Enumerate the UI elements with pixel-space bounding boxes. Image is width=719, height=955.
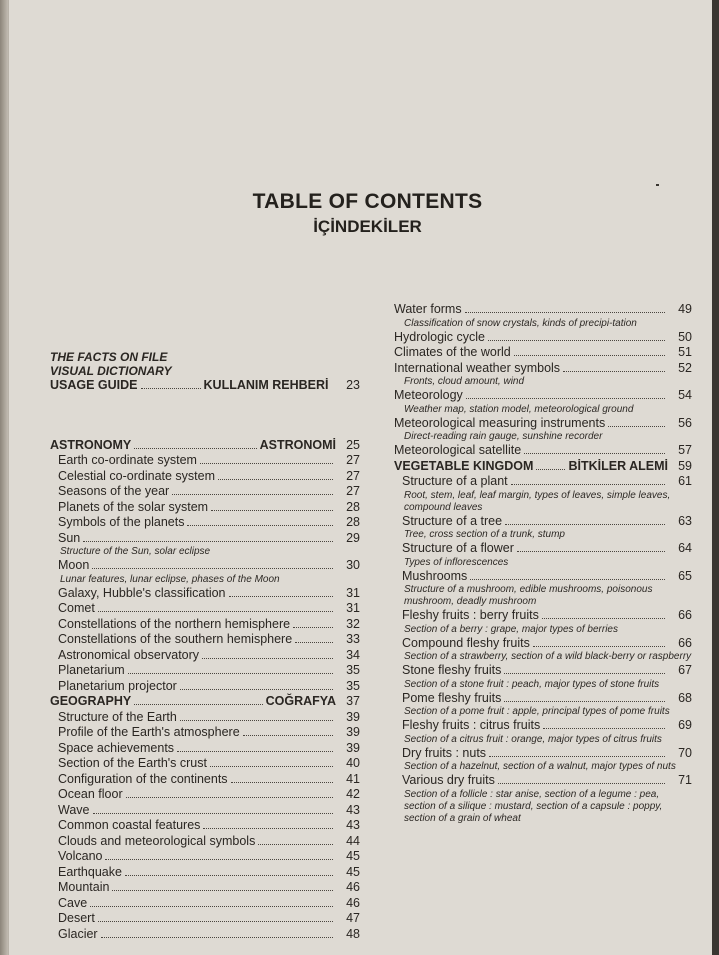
entry-page: 48	[346, 926, 360, 941]
leader-dots	[105, 851, 333, 860]
section-page: 37	[346, 694, 360, 708]
toc-entry[interactable]	[50, 632, 360, 648]
leader-dots	[517, 543, 665, 552]
entry-page: 52	[678, 360, 692, 375]
section-page: 59	[678, 458, 692, 473]
entry-subtopics: Types of inflorescences	[404, 556, 509, 568]
leader-dots	[489, 748, 665, 757]
entry-page: 31	[346, 601, 360, 615]
toc-entry[interactable]	[50, 531, 360, 559]
astronomy-items	[50, 453, 360, 694]
entry-label: Structure of a plant	[402, 474, 508, 488]
entry-label: Planetarium projector	[58, 678, 177, 693]
toc-entry[interactable]	[50, 515, 360, 531]
toc-entry[interactable]	[394, 691, 692, 719]
entry-page: 40	[346, 756, 360, 770]
section-label: GEOGRAPHY	[50, 694, 132, 708]
vegetable-items	[394, 474, 692, 825]
toc-entry[interactable]	[394, 443, 692, 459]
print-speck	[656, 184, 659, 186]
toc-entry[interactable]	[394, 361, 692, 389]
toc-entry[interactable]	[50, 663, 360, 679]
leader-dots	[98, 913, 333, 922]
leader-dots	[98, 603, 333, 612]
entry-page: 29	[346, 530, 360, 545]
entry-page: 68	[678, 690, 692, 705]
leader-dots	[210, 758, 333, 767]
entry-page: 49	[678, 302, 692, 316]
leader-dots	[231, 774, 333, 783]
usage-guide-page: 23	[346, 378, 360, 392]
toc-entry[interactable]	[50, 787, 360, 803]
leader-dots	[243, 727, 333, 736]
toc-entry[interactable]	[394, 416, 692, 444]
toc-entry[interactable]	[50, 710, 360, 726]
entry-label: Moon	[58, 558, 90, 572]
leader-dots	[141, 380, 201, 389]
entry-subtopics: Tree, cross section of a trunk, stump	[404, 529, 565, 540]
entry-page: 54	[678, 388, 692, 402]
leader-dots	[134, 440, 256, 449]
entry-page: 35	[346, 678, 360, 693]
leader-dots	[504, 693, 665, 702]
leader-dots	[211, 502, 333, 511]
entry-label: Fleshy fruits : berry fruits	[402, 608, 539, 622]
toc-entry[interactable]	[394, 663, 692, 691]
toc-entry[interactable]	[50, 772, 360, 788]
toc-entry[interactable]	[394, 746, 692, 774]
vegetable-section-heading[interactable]	[394, 459, 692, 475]
entry-page: 32	[346, 616, 360, 631]
leader-dots	[134, 696, 262, 705]
leader-dots	[180, 681, 333, 690]
entry-label: Water forms	[394, 302, 462, 316]
entry-page: 39	[346, 725, 360, 739]
geography-items	[50, 710, 360, 943]
entry-page: 27	[346, 468, 360, 483]
leader-dots	[203, 820, 333, 829]
geography-section-heading[interactable]	[50, 694, 360, 710]
entry-label: Fleshy fruits : citrus fruits	[402, 718, 541, 732]
toc-entry[interactable]	[50, 725, 360, 741]
entry-label: Earth co-ordinate system	[58, 453, 197, 467]
entry-label: Various dry fruits	[402, 773, 495, 787]
section-page: 25	[346, 437, 360, 452]
entry-page: 64	[678, 541, 692, 555]
leader-dots	[126, 789, 333, 798]
toc-entry[interactable]	[50, 601, 360, 617]
toc-entry[interactable]	[50, 741, 360, 757]
entry-page: 39	[346, 709, 360, 724]
entry-subtopics: Weather map, station model, meteorological ground	[404, 403, 634, 415]
entry-page: 69	[678, 718, 692, 732]
entry-label: Structure of the Earth	[58, 709, 177, 724]
entry-label: Cave	[58, 895, 88, 910]
leader-dots	[524, 445, 665, 454]
toc-entry[interactable]	[50, 558, 360, 586]
entry-label: Dry fruits : nuts	[402, 745, 487, 760]
entry-page: 43	[346, 818, 360, 832]
toc-entry[interactable]	[394, 330, 692, 346]
entry-page: 50	[678, 329, 692, 344]
astronomy-section-heading[interactable]	[50, 438, 360, 454]
entry-page: 46	[346, 880, 360, 894]
entry-page: 44	[346, 833, 360, 848]
entry-page: 45	[346, 849, 360, 863]
leader-dots	[229, 588, 333, 597]
section-label-tr: ASTRONOMİ	[259, 437, 336, 452]
entry-subtopics: Section of a citrus fruit : orange, major types of citrus fruits	[404, 733, 662, 745]
entry-label: International weather symbols	[394, 360, 561, 375]
entry-subtopics: Fronts, cloud amount, wind	[404, 376, 525, 387]
leader-dots	[465, 304, 665, 313]
entry-label: Constellations of the southern hemisphere	[58, 632, 293, 646]
entry-label: Profile of the Earth's atmosphere	[58, 725, 240, 739]
usage-guide-entry[interactable]	[50, 350, 360, 394]
leader-dots	[125, 867, 333, 876]
leader-dots	[83, 533, 333, 542]
entry-label: Pome fleshy fruits	[402, 690, 502, 705]
entry-subtopics: Lunar features, lunar eclipse, phases of the Moon	[60, 573, 280, 585]
leader-dots	[466, 390, 665, 399]
entry-page: 31	[346, 585, 360, 600]
entry-label: Earthquake	[58, 864, 122, 879]
entry-page: 70	[678, 745, 692, 760]
entry-label: Volcano	[58, 849, 103, 863]
toc-entry[interactable]	[50, 453, 360, 469]
toc-entry[interactable]	[394, 718, 692, 746]
leader-dots	[498, 775, 665, 784]
entry-page: 63	[678, 513, 692, 528]
toc-entry[interactable]	[50, 849, 360, 865]
entry-page: 39	[346, 740, 360, 755]
entry-label: Compound fleshy fruits	[402, 635, 530, 650]
toc-entry[interactable]	[50, 500, 360, 516]
entry-page: 33	[346, 632, 360, 646]
leader-dots	[172, 486, 333, 495]
entry-page: 65	[678, 568, 692, 583]
entry-page: 43	[346, 802, 360, 817]
toc-entry[interactable]	[394, 514, 692, 542]
leader-dots	[504, 665, 665, 674]
entry-subtopics: Section of a follicle : star anise, section of a legume : pea, section of a silique : mustard, section of a capsule : poppy, section of a grain of wheat	[404, 788, 663, 824]
toc-entry[interactable]	[394, 608, 692, 636]
leader-dots	[200, 455, 333, 464]
toc-left-column	[50, 350, 360, 942]
leader-dots	[101, 929, 333, 938]
entry-page: 67	[678, 663, 692, 677]
entry-page: 27	[346, 453, 360, 467]
entry-label: Configuration of the continents	[58, 771, 228, 786]
entry-label: Seasons of the year	[58, 484, 170, 498]
leader-dots	[128, 665, 333, 674]
leader-dots	[514, 347, 665, 356]
section-label: VEGETABLE KINGDOM	[394, 458, 534, 473]
entry-label: Space achievements	[58, 740, 175, 755]
leader-dots	[218, 471, 333, 480]
leader-dots	[543, 720, 665, 729]
toc-entry[interactable]	[50, 896, 360, 912]
entry-subtopics: Section of a stone fruit : peach, major types of stone fruits	[404, 678, 660, 690]
entry-label: Wave	[58, 802, 90, 817]
entry-page: 61	[678, 474, 692, 488]
entry-page: 71	[678, 773, 692, 787]
leader-dots	[93, 805, 334, 814]
usage-guide-line2: VISUAL DICTIONARY	[50, 364, 172, 378]
toc-right-column	[394, 302, 692, 825]
leader-dots	[533, 638, 665, 647]
leader-dots	[563, 363, 665, 372]
entry-page: 57	[678, 443, 692, 457]
entry-page: 56	[678, 415, 692, 430]
entry-label: Climates of the world	[394, 345, 511, 359]
toc-entry[interactable]	[50, 469, 360, 485]
toc-entry[interactable]	[50, 484, 360, 500]
leader-dots	[295, 634, 333, 643]
toc-entry[interactable]	[394, 773, 692, 825]
leader-dots	[90, 898, 333, 907]
toc-entry[interactable]	[50, 803, 360, 819]
toc-entry[interactable]	[50, 679, 360, 695]
leader-dots	[180, 712, 333, 721]
leader-dots	[202, 650, 333, 659]
entry-label: Ocean floor	[58, 787, 123, 801]
toc-entry[interactable]	[50, 648, 360, 664]
entry-page: 66	[678, 635, 692, 650]
entry-label: Section of the Earth's crust	[58, 756, 207, 770]
entry-label: Mountain	[58, 880, 110, 894]
toc-entry[interactable]	[394, 636, 692, 664]
entry-subtopics: Structure of the Sun, solar eclipse	[60, 546, 211, 557]
leader-dots	[505, 516, 665, 525]
entry-subtopics: Section of a berry : grape, major types of berries	[404, 623, 618, 635]
toc-entry[interactable]	[50, 818, 360, 834]
entry-label: Celestial co-ordinate system	[58, 468, 216, 483]
leader-dots	[536, 461, 565, 470]
entry-label: Constellations of the northern hemisphere	[58, 616, 291, 631]
entry-page: 42	[346, 787, 360, 801]
entry-page: 47	[346, 911, 360, 925]
entry-page: 51	[678, 345, 692, 359]
page-title: TABLE OF CONTENTS	[252, 190, 483, 213]
entry-page: 34	[346, 647, 360, 662]
entry-label: Structure of a flower	[402, 541, 514, 555]
toc-entry[interactable]	[50, 911, 360, 927]
entry-subtopics: Section of a pome fruit : apple, principal types of pome fruits	[404, 706, 670, 717]
entry-page: 28	[346, 515, 360, 529]
toc-entry[interactable]	[50, 880, 360, 896]
section-label-tr: BİTKİLER ALEMİ	[568, 458, 668, 473]
toc-entry[interactable]	[394, 569, 692, 609]
toc-entry[interactable]	[50, 834, 360, 850]
usage-guide-label-tr: KULLANIM REHBERİ	[203, 378, 329, 392]
usage-guide-label: USAGE GUIDE	[50, 378, 138, 392]
entry-label: Planets of the solar system	[58, 499, 209, 514]
entry-label: Planetarium	[58, 663, 125, 677]
entry-label: Meteorological satellite	[394, 443, 522, 457]
entry-subtopics: Direct-reading rain gauge, sunshine recorder	[404, 431, 603, 442]
section-label-tr: COĞRAFYA	[265, 694, 336, 708]
entry-page: 28	[346, 499, 360, 514]
entry-page: 35	[346, 663, 360, 677]
entry-label: Clouds and meteorological symbols	[58, 833, 256, 848]
leader-dots	[92, 560, 333, 569]
section-label: ASTRONOMY	[50, 437, 132, 452]
leader-dots	[112, 882, 333, 891]
entry-label: Structure of a tree	[402, 513, 503, 528]
toc-entry[interactable]	[394, 302, 692, 330]
leader-dots	[470, 571, 665, 580]
toc-entry[interactable]	[394, 345, 692, 361]
toc-entry[interactable]	[50, 756, 360, 772]
entry-page: 46	[346, 895, 360, 910]
entry-label: Desert	[58, 911, 95, 925]
entry-page: 41	[346, 771, 360, 786]
entry-page: 45	[346, 864, 360, 879]
page-title-turkish: İÇİNDEKİLER	[313, 217, 422, 236]
entry-label: Mushrooms	[402, 568, 468, 583]
entry-label: Galaxy, Hubble's classification	[58, 585, 226, 600]
toc-entry[interactable]	[50, 586, 360, 602]
entry-label: Sun	[58, 530, 81, 545]
leader-dots	[177, 743, 333, 752]
toc-entry[interactable]	[394, 388, 692, 416]
entry-subtopics: Root, stem, leaf, leaf margin, types of leaves, simple leaves, compound leaves	[404, 489, 671, 513]
entry-subtopics: Classification of snow crystals, kinds of precipi-tation	[404, 317, 637, 329]
entry-subtopics: Structure of a mushroom, edible mushrooms, poisonous mushroom, deadly mushroom	[404, 584, 653, 607]
entry-subtopics: Section of a strawberry, section of a wild black-berry or raspberry	[404, 651, 692, 662]
leader-dots	[293, 619, 333, 628]
entry-subtopics: Section of a hazelnut, section of a walnut, major types of nuts	[404, 761, 676, 772]
usage-guide-line1: THE FACTS ON FILE	[50, 350, 168, 364]
leader-dots	[511, 476, 665, 485]
entry-page: 66	[678, 608, 692, 622]
entry-label: Common coastal features	[58, 818, 201, 832]
toc-entry[interactable]	[394, 541, 692, 569]
leader-dots	[608, 418, 665, 427]
entry-label: Hydrologic cycle	[394, 329, 486, 344]
leader-dots	[488, 332, 665, 341]
entry-label: Astronomical observatory	[58, 647, 200, 662]
entry-page: 27	[346, 484, 360, 498]
toc-entry[interactable]	[50, 865, 360, 881]
leader-dots	[258, 836, 333, 845]
entry-label: Meteorological measuring instruments	[394, 415, 606, 430]
entry-label: Meteorology	[394, 388, 463, 402]
entry-label: Symbols of the planets	[58, 515, 185, 529]
entry-label: Glacier	[58, 926, 98, 941]
toc-entry[interactable]	[50, 617, 360, 633]
entry-page: 30	[346, 558, 360, 572]
entry-label: Stone fleshy fruits	[402, 663, 502, 677]
leader-dots	[187, 517, 333, 526]
toc-entry[interactable]	[394, 474, 692, 514]
geography-continued-items	[394, 302, 692, 459]
toc-entry[interactable]	[50, 927, 360, 943]
leader-dots	[542, 610, 665, 619]
entry-label: Comet	[58, 601, 95, 615]
